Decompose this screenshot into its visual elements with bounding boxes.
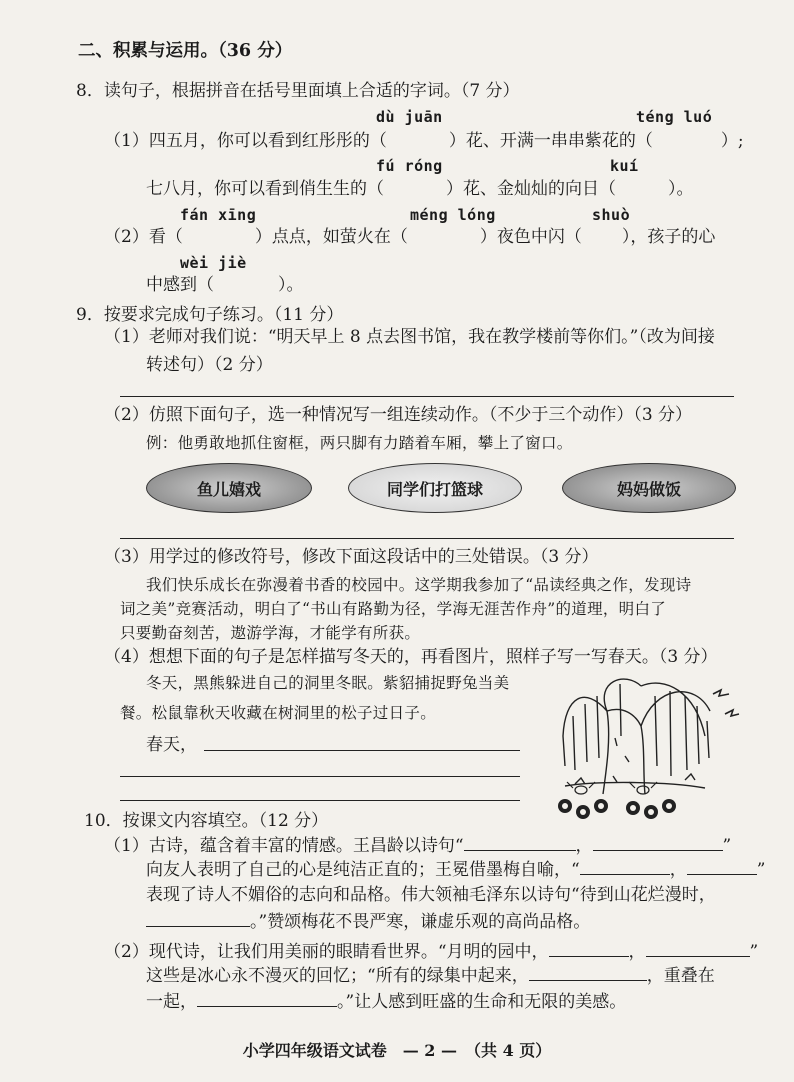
pinyin-shuo: shuò — [592, 206, 631, 224]
text: ” — [756, 860, 766, 880]
pinyin-fanxing: fán xīng — [180, 206, 257, 224]
option-fish-playing[interactable]: 鱼儿嬉戏 — [146, 463, 312, 513]
q9-s2-example: 例：他勇敢地抓住窗框，两只脚有力踏着车厢，攀上了窗口。 — [146, 434, 573, 452]
q9-s3-para3: 只要勤奋刻苦，遨游学海，才能学有所获。 — [120, 624, 421, 642]
answer-blank[interactable] — [646, 940, 750, 957]
answer-blank[interactable] — [580, 858, 670, 875]
q9-s4-line1: （4）想想下面的句子是怎样描写冬天的，再看图片，照样子写一写春天。（3 分） — [104, 647, 718, 667]
q9-s3-line1: （3）用学过的修改符号，修改下面这段话中的三处错误。（3 分） — [104, 547, 599, 567]
pinyin-weijie: wèi jiè — [180, 254, 247, 272]
text: ）夜色中闪（ — [479, 227, 582, 247]
answer-blank[interactable] — [464, 834, 576, 851]
answer-blank[interactable] — [593, 834, 723, 851]
q9-title: 9．按要求完成句子练习。（11 分） — [76, 305, 344, 325]
q10-b-line2 — [146, 964, 715, 987]
q10-a-line2 — [146, 858, 765, 881]
text: 。”让人感到旺盛的生命和无限的美感。 — [337, 992, 627, 1012]
text: 一起， — [146, 992, 197, 1012]
page-footer: 小学四年级语文试卷 — 2 — （共 4 页） — [242, 1041, 552, 1060]
text: 。”赞颂梅花不畏严寒，谦虚乐观的高尚品格。 — [250, 912, 591, 932]
answer-line[interactable] — [120, 776, 520, 777]
answer-line[interactable] — [120, 538, 734, 539]
q9-s4-para1: 冬天，黑熊躲进自己的洞里冬眠。紫貂捕捉野兔当美 — [146, 674, 510, 692]
text: ）花、开满一串串紫花的（ — [448, 131, 653, 151]
q9-s1-line1: （1）老师对我们说：“明天早上 8 点去图书馆，我在教学楼前等你们。”（改为间接 — [104, 327, 715, 347]
text: ” — [749, 942, 759, 962]
text: ）。 — [668, 179, 694, 199]
q10-b-line1 — [104, 940, 758, 963]
text: （2）现代诗，让我们用美丽的眼睛看世界。“月明的园中， — [104, 942, 549, 962]
q9-s1-line2: 转述句）（2 分） — [146, 355, 273, 375]
answer-line[interactable] — [120, 396, 734, 397]
pinyin-tengluo: téng luó — [636, 108, 713, 126]
answer-blank[interactable] — [197, 990, 337, 1007]
pinyin-dujuan: dù juān — [376, 108, 443, 126]
text: ），孩子的心 — [621, 227, 716, 247]
text: ， — [628, 942, 646, 962]
q9-s2-line1: （2）仿照下面句子，选一种情况写一组连续动作。（不少于三个动作）（3 分） — [104, 405, 693, 425]
answer-blank[interactable] — [687, 858, 757, 875]
section-title: 二、积累与运用。（36 分） — [78, 41, 293, 61]
text: 中感到（ — [146, 275, 214, 295]
q8-p2-line1 — [104, 226, 715, 248]
text: 七八月，你可以看到俏生生的（ — [146, 179, 384, 199]
q10-a-line1 — [104, 834, 731, 857]
text: ， — [669, 860, 687, 880]
q10-a-line3: 表现了诗人不媚俗的志向和品格。伟大领袖毛泽东以诗句“待到山花烂漫时， — [146, 885, 716, 905]
q8-title: 8．读句子，根据拼音在括号里面填上合适的字词。（7 分） — [76, 81, 520, 101]
q9-s3-para1: 我们快乐成长在弥漫着书香的校园中。这学期我参加了“品读经典之作，发现诗 — [146, 576, 692, 594]
answer-blank[interactable] — [549, 940, 629, 957]
text: ）; — [720, 131, 744, 151]
answer-line[interactable] — [120, 800, 520, 801]
option-basketball[interactable]: 同学们打篮球 — [348, 463, 522, 513]
text: ， — [575, 836, 593, 856]
text: 这些是冰心永不漫灭的回忆；“所有的绿集中起来， — [146, 966, 529, 986]
pinyin-menglong: méng lóng — [410, 206, 496, 224]
answer-line[interactable] — [204, 750, 520, 751]
answer-blank[interactable] — [146, 910, 250, 927]
text: ）花、金灿灿的向日（ — [446, 179, 616, 199]
text: ）点点，如萤火在（ — [254, 227, 408, 247]
pinyin-kui: kuí — [610, 157, 639, 175]
text: ）。 — [278, 275, 304, 295]
q10-a-line4 — [146, 910, 590, 933]
pinyin-furong: fú róng — [376, 157, 443, 175]
text: （1）四五月，你可以看到红彤彤的（ — [104, 131, 387, 151]
q10-title: 10．按课文内容填空。（12 分） — [84, 811, 329, 831]
option-mom-cooking[interactable]: 妈妈做饭 — [562, 463, 736, 513]
answer-blank[interactable] — [529, 964, 647, 981]
q9-s4-spring: 春天， — [146, 735, 197, 755]
text: （1）古诗，蕴含着丰富的情感。王昌龄以诗句“ — [104, 836, 464, 856]
q8-p1-line1 — [104, 130, 744, 152]
q8-p2-line2 — [146, 274, 304, 296]
text: ，重叠在 — [646, 966, 715, 986]
willow-tree-illustration — [545, 666, 745, 836]
q10-b-line3 — [146, 990, 626, 1013]
q9-s3-para2: 词之美”竞赛活动，明白了“书山有路勤为径，学海无涯苦作舟”的道理，明白了 — [120, 600, 667, 618]
text: ” — [722, 836, 732, 856]
q9-s4-para2: 餐。松鼠靠秋天收藏在树洞里的松子过日子。 — [120, 704, 437, 722]
text: （2）看（ — [104, 227, 183, 247]
q8-p1-line2 — [146, 178, 694, 200]
text: 向友人表明了自己的心是纯洁正直的；王冕借墨梅自喻，“ — [146, 860, 580, 880]
